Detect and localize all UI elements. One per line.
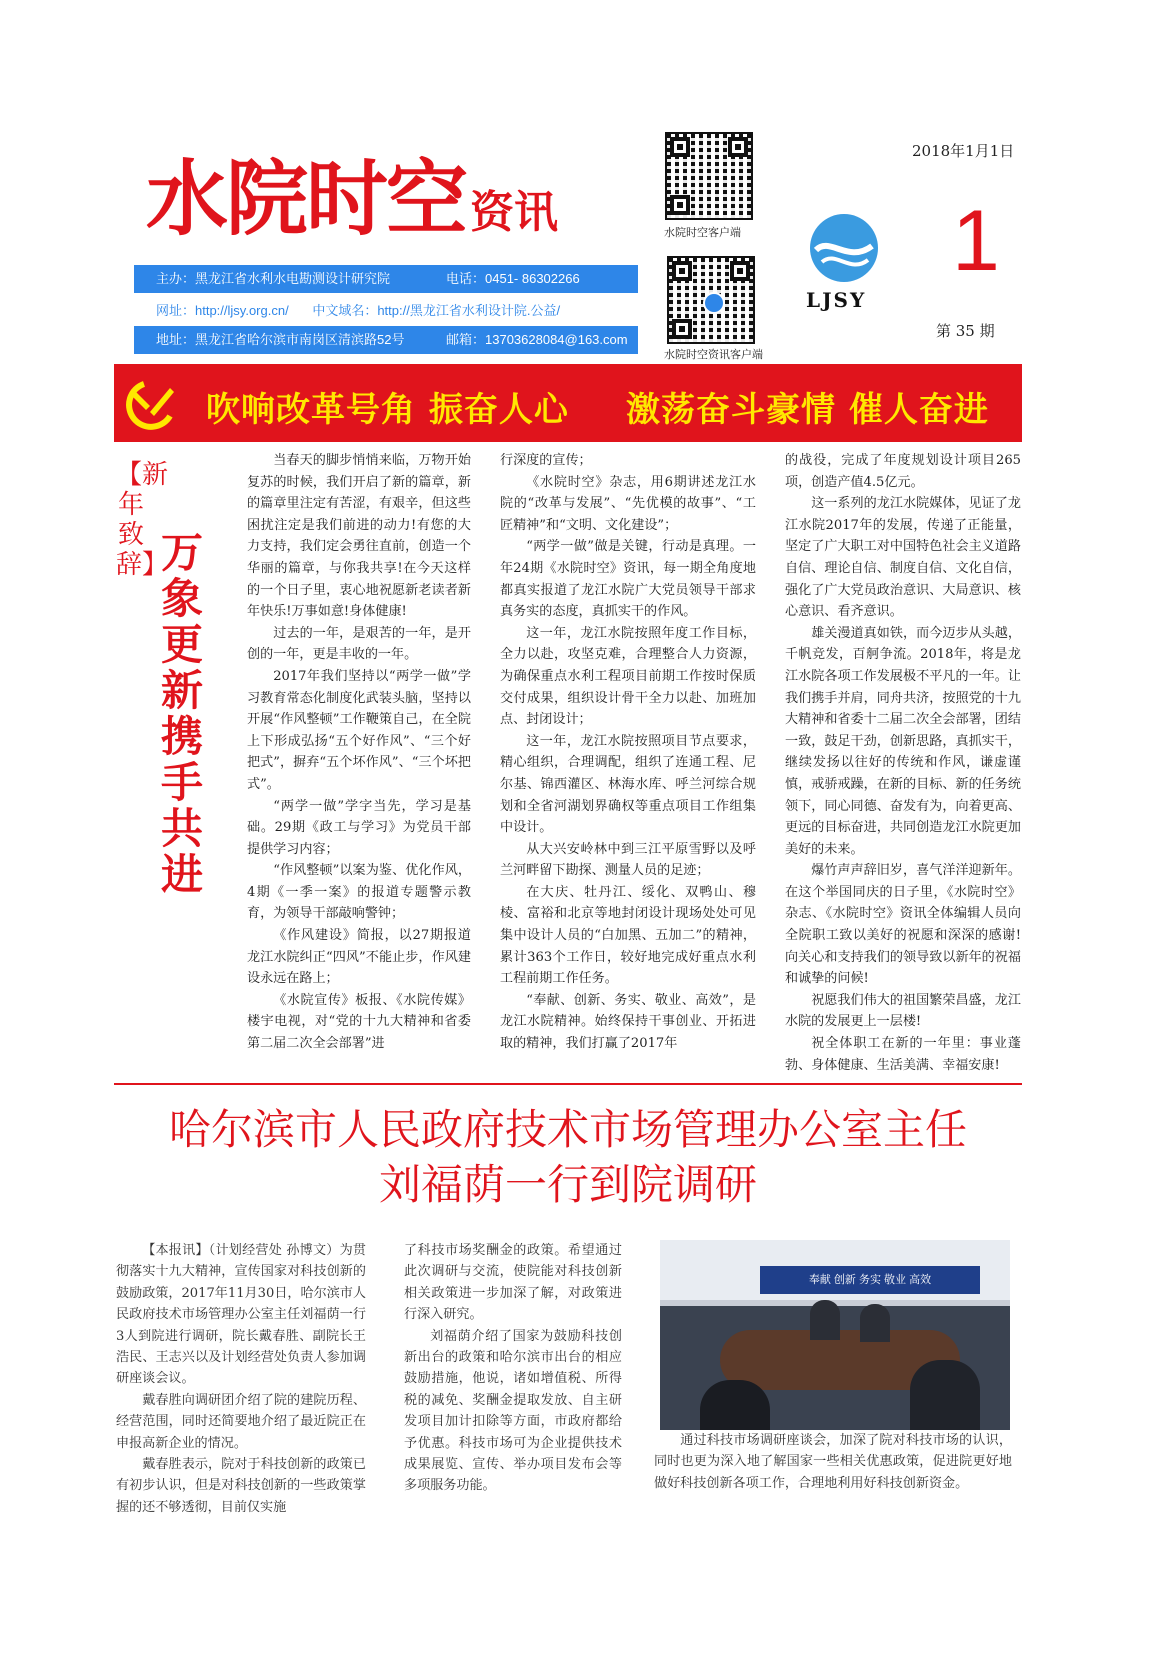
- article1-title: [156, 530, 208, 898]
- party-emblem-icon: [124, 372, 184, 432]
- issue-date: 2018年1月1日: [912, 142, 1015, 160]
- paragraph: 在大庆、牡丹江、绥化、双鸭山、穆棱、富裕和北京等地封闭设计现场处处可见集中设计人员的“白加黑、五加二”的精神，累计363个工作日，较好地完成好重点水利工程前期工作任务。: [500, 884, 756, 987]
- article2-headline-line2: 刘福荫一行到院调研: [378, 1160, 757, 1209]
- paragraph: 戴春胜向调研团介绍了院的建院历程、经营范围，同时还简要地介绍了最近院正在申报高新企业的情况。: [116, 1392, 366, 1451]
- photo-caption-text: 通过科技市场调研座谈会，加深了院对科技市场的认识，同时也更为深入地了解国家一些相关优惠政策，促进院更好地做好科技创新各项工作，合理地利用好科技创新资金。: [654, 1433, 1012, 1491]
- article1-column-2: [500, 450, 756, 1055]
- info-bar-sponsor: [134, 265, 638, 293]
- paragraph: 祝全体职工在新的一年里：事业蓬勃、身体健康、生活美满、幸福安康!: [785, 1036, 1021, 1073]
- meeting-photo: [660, 1240, 1010, 1430]
- paragraph: 过去的一年，是艰苦的一年，是开创的一年，更是丰收的一年。: [247, 625, 471, 663]
- article1-title-text: 万象更新 携手共进: [160, 528, 203, 899]
- section-divider: [114, 1083, 1022, 1085]
- paragraph: 了科技市场奖酬金的政策。希望通过此次调研与交流，使院能对科技创新相关政策进一步加深了解，对政策进行深入研究。: [404, 1243, 622, 1323]
- paragraph: 的战役，完成了年度规划设计项目265项，创造产值4.5亿元。: [785, 453, 1021, 490]
- paragraph: “两学一做”学字当先，学习是基础。29期《政工与学习》为党员干部提供学习内容；: [247, 798, 471, 857]
- qr-caption-client: 水院时空客户端: [664, 227, 741, 239]
- paragraph: “奉献、创新、务实、敬业、高效”，是龙江水院精神。始终保持干事创业、开拓进取的精神，我们打赢了2017年: [500, 992, 756, 1052]
- domain-link[interactable]: 中文域名：http://黑龙江省水利设计院.公益/: [312, 303, 561, 318]
- article2-headline-line1: 哈尔滨市人民政府技术市场管理办公室主任: [168, 1105, 967, 1154]
- paragraph: 《作风建设》简报，以27期报道龙江水院纠正“四风”不能止步，作风建设永远在路上；: [247, 928, 471, 987]
- paragraph: 雄关漫道真如铁，而今迈步从头越，千帆竞发，百舸争流。2018年，将是龙江水院各项工作发展极不平凡的一年。让我们携手并肩，同舟共济，按照党的十九大精神和省委十二届二次全会部署，团结一致，鼓足干劲，创新思路，真抓实干，继续发扬以往好的传统和作风，谦虚谨慎，戒骄戒躁，在新的目标、新的任务统领下，同心同德、奋发有为，向着更高、更远的目标奋进，共同创造龙江水院更加美好的未来。: [785, 625, 1021, 857]
- paragraph: “作风整顿”以案为鉴、优化作风，4期《一季一案》的报道专题警示教育，为领导干部敲响警钟；: [247, 863, 471, 922]
- paragraph: 这一年，龙江水院按照项目节点要求，精心组织，合理调配，组织了连通工程、尼尔基、锦西灌区、林海水库、呼兰河综合规划和全省河湖划界确权等重点项目工作组集中设计。: [500, 733, 756, 836]
- banner-slogan-right: 激荡奋斗豪情 催人奋进: [626, 390, 989, 430]
- masthead-title-sub: 资讯: [470, 187, 559, 238]
- masthead-title-main: 水院时空: [146, 152, 467, 247]
- qr-caption-news-client: 水院时空资讯客户端: [664, 349, 763, 361]
- paragraph: 祝愿我们伟大的祖国繁荣昌盛，龙江水院的发展更上一层楼!: [785, 992, 1021, 1030]
- section-tag: [116, 460, 169, 580]
- logo-text: LJSY: [806, 288, 867, 312]
- paragraph: 2017年我们坚持以“两学一做”学习教育常态化制度化武装头脑，坚持以开展“作风整顿”工作鞭策自己，在全院上下形成弘扬“五个好作风”、“三个好把式”，摒弃“五个坏作风”、“三个坏把式”。: [247, 668, 471, 792]
- page-number: 1: [952, 193, 1000, 289]
- photo-wall-slogan: 奉献 创新 务实 敬业 高效: [760, 1266, 980, 1294]
- paragraph: 【本报讯】（计划经营处 孙博文）为贯彻落实十九大精神，宣传国家对科技创新的鼓励政策，2017年11月30日，哈尔滨市人民政府技术市场管理办公室主任刘福荫一行3人到院进行调研，院长戴春胜、副院长王浩民、王志兴以及计划经营处负责人参加调研座谈会议。: [116, 1243, 366, 1387]
- phone-text: 电话：0451- 86302266: [446, 271, 580, 286]
- paragraph: 《水院宣传》板报、《水院传媒》楼宇电视，对“党的十九大精神和省委第二届二次全会部署”进: [247, 992, 471, 1052]
- qr-code-news-client: [667, 256, 755, 344]
- paragraph: 行深度的宣传；: [500, 453, 592, 468]
- info-line-web: [156, 300, 560, 322]
- qr-code-client: [665, 132, 753, 220]
- paragraph: 刘福荫介绍了国家为鼓励科技创新出台的政策和哈尔滨市出台的相应鼓励措施，他说，诸如增值税、所得税的减免、奖酬金提取发放、自主研发项目加计扣除等方面，市政府都给予优惠。科技市场可为企业提供技术成果展览、宣传、举办项目发布会等多项服务功能。: [404, 1328, 622, 1494]
- paragraph: 《水院时空》杂志，用6期讲述龙江水院的“改革与发展”、“先优模的故事”、“工匠精神”和“文明、文化建设”；: [500, 474, 756, 533]
- paragraph: 爆竹声声辞旧岁，喜气洋洋迎新年。在这个举国同庆的日子里，《水院时空》杂志、《水院时空》资讯全体编辑人员向全院职工致以美好的祝愿和深深的感谢!向关心和支持我们的领导致以新年的祝福和诚挚的问候!: [785, 863, 1021, 987]
- paragraph: 戴春胜表示，院对于科技创新的政策已有初步认识，但是对科技创新的一些政策掌握的还不够透彻，目前仅实施: [116, 1457, 366, 1515]
- article2-column-2: [404, 1240, 622, 1497]
- sponsor-text: 主办：黑龙江省水利水电勘测设计研究院: [156, 271, 391, 286]
- paragraph: 从大兴安岭林中到三江平原雪野以及呼兰河畔留下勘探、测量人员的足迹；: [500, 841, 756, 879]
- photo-caption: [654, 1430, 1012, 1494]
- section-tag-text: 【新年致辞】: [116, 460, 169, 580]
- article2-column-1: [116, 1240, 366, 1518]
- article1-column-3: [785, 450, 1021, 1076]
- paragraph: “两学一做”做是关键，行动是真理。一年24期《水院时空》资讯，每一期全角度地都真实报道了龙江水院广大党员领导干部求真务实的态度，真抓实干的作风。: [500, 539, 756, 620]
- email-text: 邮箱：13703628084@163.com: [446, 332, 628, 347]
- masthead-title: [146, 150, 626, 260]
- paragraph: 这一系列的龙江水院媒体，见证了龙江水院2017年的发展，传递了正能量，坚定了广大职工对中国特色社会主义道路自信、理论自信、制度自信、文化自信，强化了广大党员政治意识、大局意识、核心意识、看齐意识。: [785, 496, 1021, 620]
- info-bar-address: [134, 326, 638, 354]
- paragraph: 当春天的脚步悄悄来临，万物开始复苏的时候，我们开启了新的篇章，新的篇章里注定有苦涩，有艰辛，但这些困扰注定是我们前进的动力!有您的大力支持，我们定会勇往直前，创造一个华丽的篇章，与你我共享!在今天这样的一个日子里，衷心地祝愿新老读者新年快乐!万事如意!身体健康!: [247, 453, 471, 620]
- article1-column-1: [247, 450, 471, 1055]
- paragraph: 这一年，龙江水院按照年度工作目标，全力以赴，攻坚克难，合理整合人力资源，为确保重点水利工程项目前期工作按时保质交付成果，组织设计骨干全力以赴、加班加点、封闭设计；: [500, 625, 756, 728]
- issue-number: 第 35 期: [936, 322, 995, 340]
- website-link[interactable]: 网址：http://ljsy.org.cn/: [156, 303, 289, 318]
- ljsy-logo-icon: [808, 212, 880, 284]
- banner-slogan-left: 吹响改革号角 振奋人心: [206, 390, 569, 430]
- address-text: 地址：黑龙江省哈尔滨市南岗区清滨路52号: [156, 332, 405, 347]
